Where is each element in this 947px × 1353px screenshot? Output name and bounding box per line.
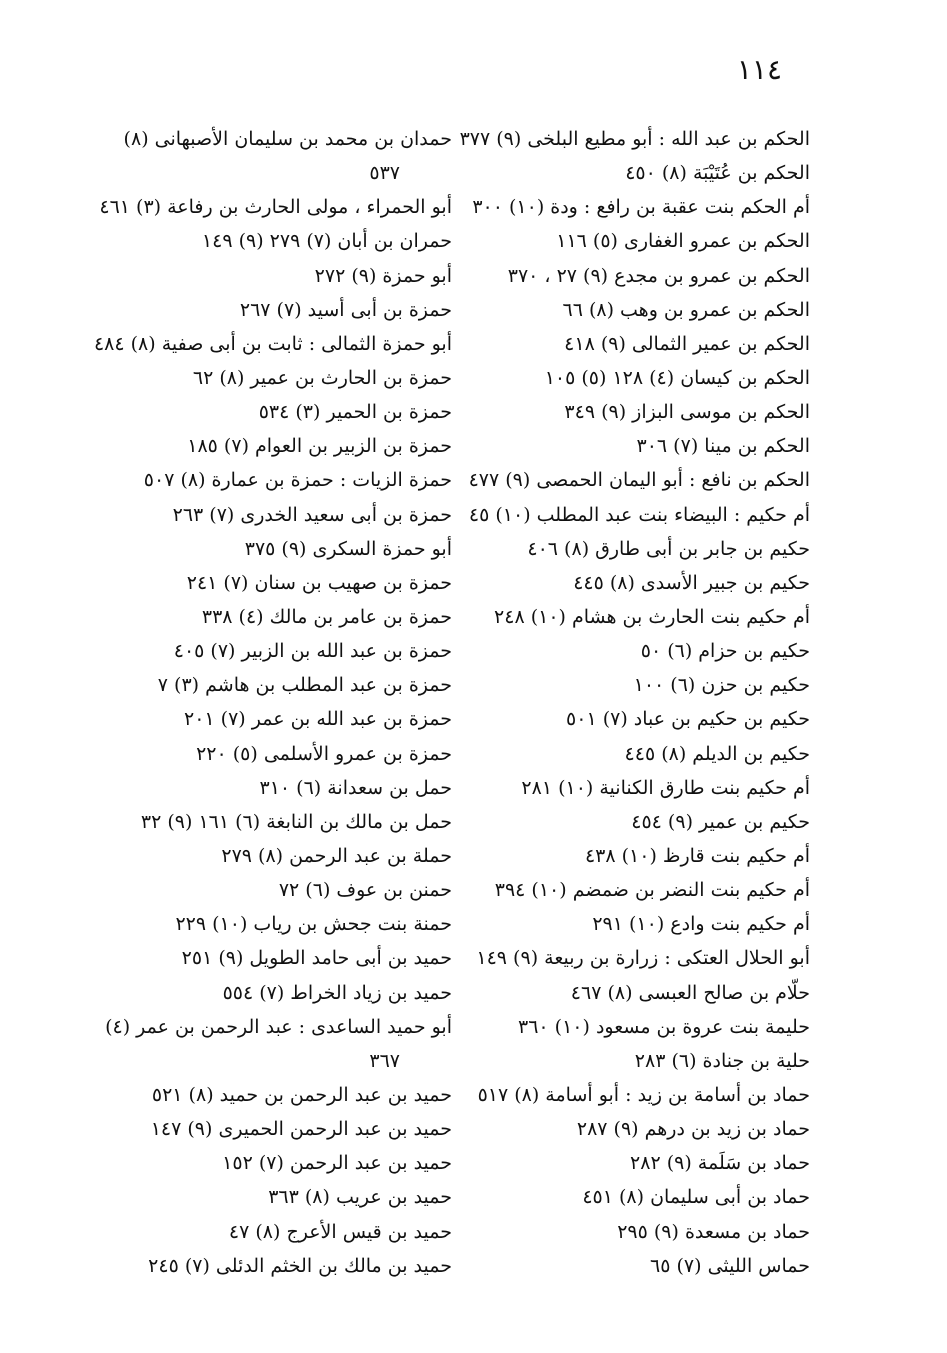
index-entry: حملة بن عبد الرحمن (٨) ٢٧٩ [221, 844, 452, 867]
index-entry: حمزة الزيات : حمزة بن عمارة (٨) ٥٠٧ [143, 469, 452, 492]
index-entry: أم حكيم بنت النضر بن ضمضم (١٠) ٣٩٤ [494, 879, 810, 902]
index-entry: حكيم بن عمير (٩) ٤٥٤ [631, 810, 810, 833]
index-entry: أم حكيم : البيضاء بنت عبد المطلب (١٠) ٤٥ [468, 503, 810, 526]
index-entry: الحكم بن عمير الثمالى (٩) ٤١٨ [564, 332, 810, 355]
index-entry: حمزة بن الزبير بن العوام (٧) ١٨٥ [187, 435, 452, 458]
index-entry: أبو حميد الساعدى : عبد الرحمن بن عمر (٤) [105, 1015, 452, 1038]
index-entry: حمزة بن عبد المطلب بن هاشم (٣) ٧ [157, 674, 452, 697]
index-entry: حمزة بن عامر بن مالك (٤) ٣٣٨ [201, 605, 452, 628]
index-entry: حمزة بن أبى سعيد الخدرى (٧) ٢٦٣ [172, 503, 452, 526]
index-entry: حكيم بن جبير الأسدى (٨) ٤٤٥ [573, 571, 810, 594]
index-entry: أبو الحلال العتكى : زرارة بن ربيعة (٩) ١٤٩ [476, 947, 810, 970]
index-entry: حمزة بن عبد الله بن عمر (٧) ٢٠١ [183, 708, 452, 731]
index-entry: حميد بن عبد الرحمن الحميرى (٩) ١٤٧ [150, 1118, 452, 1141]
index-entry: حماد بن سَلَمة (٩) ٢٨٢ [630, 1152, 810, 1175]
index-entry: حمزة بن أبى أسيد (٧) ٢٦٧ [239, 298, 452, 321]
index-entry: أبو حمزة السكرى (٩) ٣٧٥ [244, 537, 452, 560]
index-entry: حماد بن زيد بن درهم (٩) ٢٨٧ [576, 1118, 810, 1141]
index-entry: حمزة بن الحارث بن عمير (٨) ٦٢ [192, 366, 452, 389]
index-entry: الحكم بن عُتَيْبَة (٨) ٤٥٠ [625, 162, 810, 185]
index-entry: الحكم بن عمرو بن مجدع (٩) ٢٧ ، ٣٧٠ [507, 264, 810, 287]
index-entry: حكيم بن جابر بن أبى طارق (٨) ٤٠٦ [527, 537, 810, 560]
index-entry: حمنن بن عوف (٦) ٧٢ [278, 879, 452, 902]
index-entry: حماد بن مسعدة (٩) ٢٩٥ [617, 1220, 810, 1243]
index-entry: ٥٣٧ [369, 162, 400, 185]
index-entry: الحكم بن كيسان (٤) ١٢٨ (٥) ١٠٥ [544, 366, 810, 389]
index-entry: حمران بن أبان (٧) ٢٧٩ (٩) ١٤٩ [201, 230, 452, 253]
index-entry: الحكم بن نافع : أبو اليمان الحمصى (٩) ٤٧٧ [468, 469, 810, 492]
index-entry: حميد بن زياد الخراط (٧) ٥٥٤ [222, 981, 452, 1004]
index-entry: حمزة بن صهيب بن سنان (٧) ٢٤١ [186, 571, 452, 594]
index-column-left [93, 122, 452, 1283]
index-entry: أم الحكم بنت عقبة بن رافع : ودة (١٠) ٣٠٠ [472, 196, 810, 219]
index-entry: حمنة بنت جحش بن رياب (١٠) ٢٢٩ [175, 913, 452, 936]
index-entry: حليمة بنت عروة بن مسعود (١٠) ٣٦٠ [518, 1015, 810, 1038]
index-entry: حميد بن مالك بن الخثم الدئلى (٧) ٢٤٥ [148, 1254, 452, 1277]
index-entry: الحكم بن موسى البزاز (٩) ٣٤٩ [564, 401, 810, 424]
index-entry: أبو حمزة (٩) ٢٧٢ [314, 264, 452, 287]
index-entry: أم حكيم بنت وادع (١٠) ٢٩١ [592, 913, 810, 936]
index-entry: حلّام بن صالح العبسى (٨) ٤٦٧ [570, 981, 810, 1004]
index-entry: حميد بن عريب (٨) ٣٦٣ [268, 1186, 452, 1209]
index-entry: الحكم بن عمرو بن وهب (٨) ٦٦ [562, 298, 810, 321]
index-entry: حماس الليثى (٧) ٦٥ [650, 1254, 810, 1277]
index-entry: حكيم بن حزام (٦) ٥٠ [640, 640, 810, 663]
index-entry: أبو الحمراء ، مولى الحارث بن رفاعة (٣) ٤٦١ [99, 196, 452, 219]
index-entry: حكيم بن حكيم بن عباد (٧) ٥٠١ [566, 708, 810, 731]
index-entry: حمل بن سعدانة (٦) ٣١٠ [259, 776, 452, 799]
index-entry: أم حكيم بنت قارظ (١٠) ٤٣٨ [584, 844, 810, 867]
index-column-right [459, 122, 810, 1283]
index-entry: حمزة بن الحمير (٣) ٥٣٤ [258, 401, 452, 424]
index-entry: حمزة بن عمرو الأسلمى (٥) ٢٢٠ [196, 742, 452, 765]
index-entry: حميد بن قيس الأعرج (٨) ٤٧ [228, 1220, 452, 1243]
index-entry: حمزة بن عبد الله بن الزبير (٧) ٤٠٥ [173, 640, 452, 663]
index-entry: حلية بن جنادة (٦) ٢٨٣ [634, 1049, 810, 1072]
index-entry: أم حكيم بنت الحارث بن هشام (١٠) ٢٤٨ [494, 605, 810, 628]
index-entry: الحكم بن عبد الله : أبو مطيع البلخى (٩) ٣٧٧ [459, 128, 810, 150]
index-entry: أم حكيم بنت طارق الكنانية (١٠) ٢٨١ [521, 776, 810, 799]
index-entry: حمدان بن محمد بن سليمان الأصبهانى (٨) [123, 128, 452, 150]
index-entry: حميد بن عبد الرحمن بن حميد (٨) ٥٢١ [151, 1083, 452, 1106]
index-entry: أبو حمزة الثمالى : ثابت بن أبى صفية (٨) ٤٨٤ [93, 332, 452, 355]
index-entry: حمل بن مالك بن النابغة (٦) ١٦١ (٩) ٣٢ [140, 810, 452, 833]
index-entry: حكيم بن الديلم (٨) ٤٤٥ [624, 742, 810, 765]
index-entry: الحكم بن عمرو الغفارى (٥) ١١٦ [556, 230, 810, 253]
index-entry: حماد بن أسامة بن زيد : أبو أسامة (٨) ٥١٧ [477, 1083, 810, 1106]
index-entry: حماد بن أبى سليمان (٨) ٤٥١ [582, 1186, 810, 1209]
page-number: ١١٤ [736, 53, 782, 86]
index-entry: الحكم بن مينا (٧) ٣٠٦ [636, 435, 810, 458]
index-entry: حميد بن أبى حامد الطويل (٩) ٢٥١ [181, 947, 452, 970]
index-entry: حكيم بن حزن (٦) ١٠٠ [633, 674, 810, 697]
index-entry: ٣٦٧ [369, 1049, 400, 1072]
index-entry: حميد بن عبد الرحمن (٧) ١٥٢ [222, 1152, 452, 1175]
